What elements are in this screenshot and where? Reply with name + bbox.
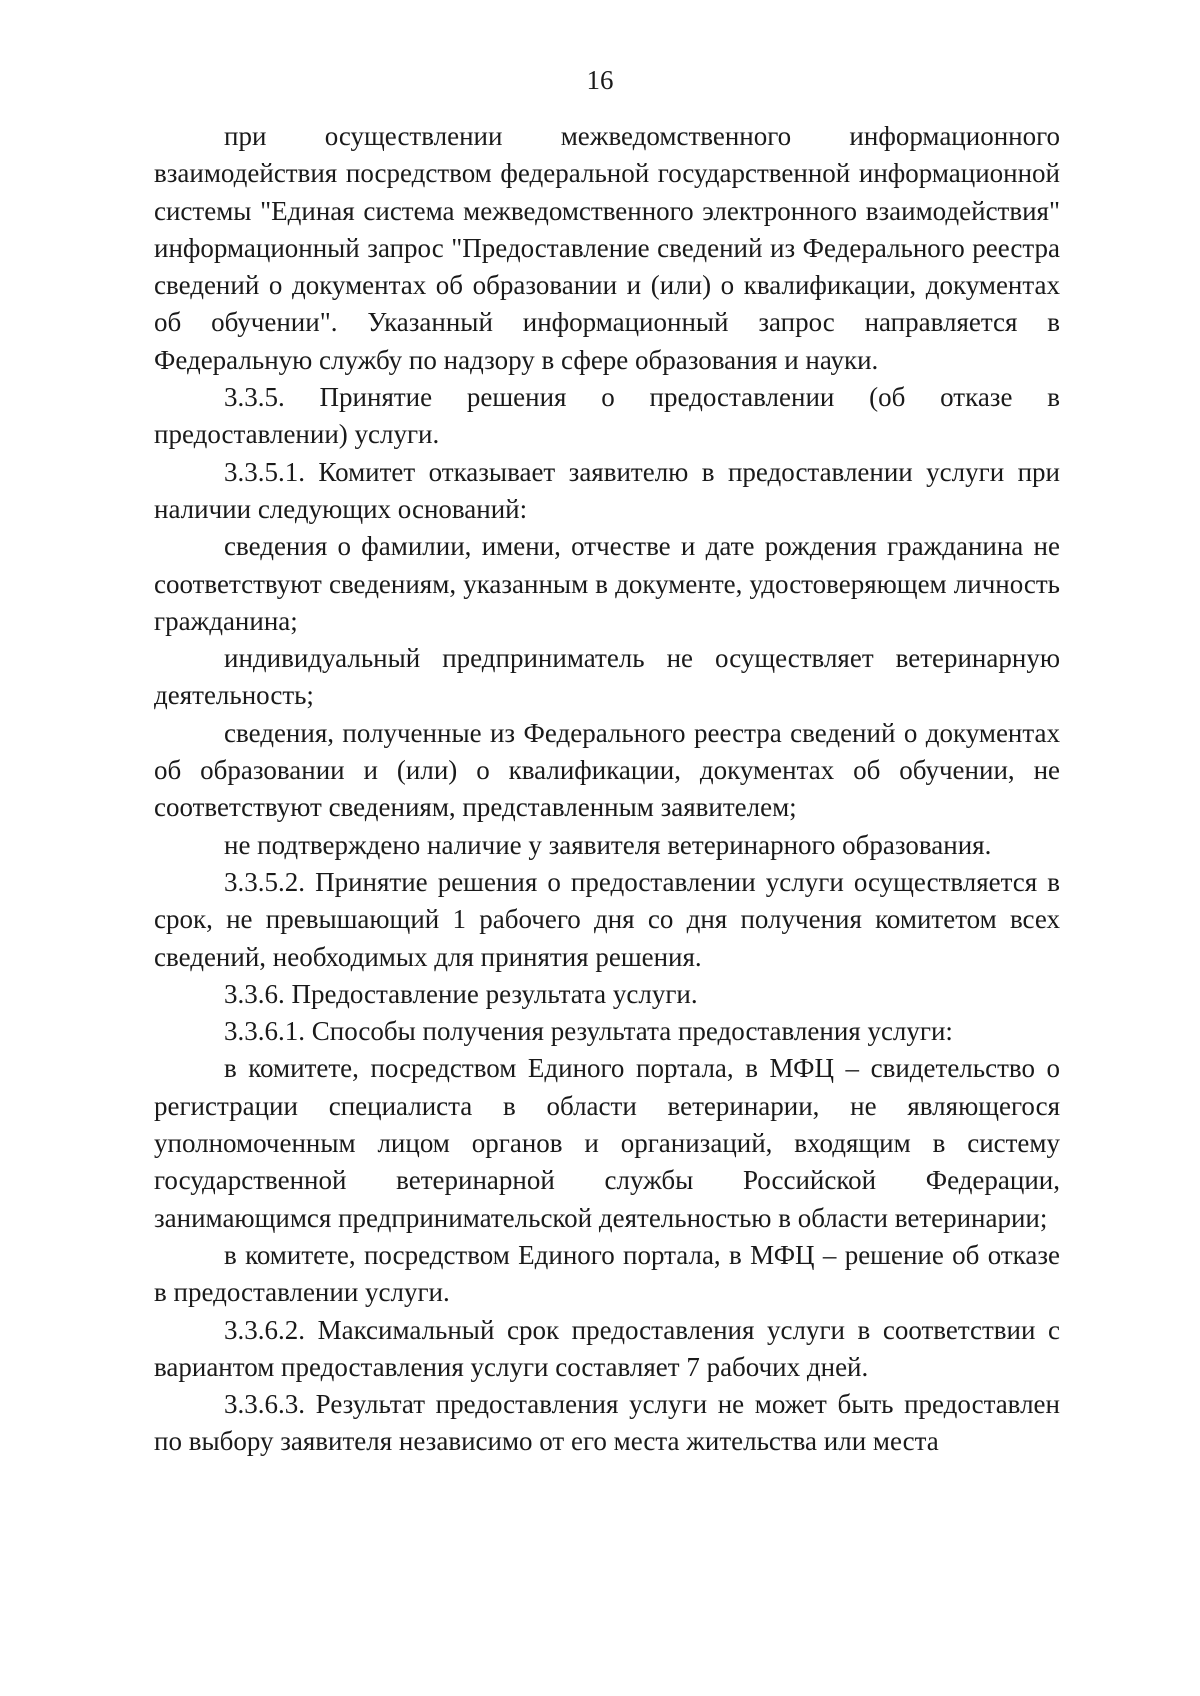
document-body [154,118,1060,1461]
paragraph-3-3-5-2: 3.3.5.2. Принятие решения о предоставлении услуги осуществляется в срок, не превышающий 1 рабочего дня со дня получения комитетом всех сведений, необходимых для принятия решения. [154,866,1060,972]
paragraph-3-3-6-2: 3.3.6.2. Максимальный срок предоставления услуги в соответствии с вариантом предоставления услуги составляет 7 рабочих дней. [154,1314,1060,1382]
paragraph-3-3-6-3: 3.3.6.3. Результат предоставления услуги не может быть предоставлен по выбору заявителя независимо от его места жительства или места [154,1389,1060,1457]
paragraph-result-refusal: в комитете, посредством Единого портала, в МФЦ – решение об отказе в предоставлении услуги. [154,1239,1060,1308]
paragraph-ground-no-education: не подтверждено наличие у заявителя ветеринарного образования. [224,829,992,860]
page-number: 16 [586,65,614,95]
paragraph-ground-no-activity: индивидуальный предприниматель не осуществляет ветеринарную деятельность; [154,643,1060,711]
paragraph-interagency-request: при осуществлении межведомственного информационного взаимодействия посредством федеральной государственной информационной системы "Единая система межведомственного электронного взаимодействия" информационный запрос "Предоставление сведений из Федерального реестра сведений о документах об образовании и (или) о квалификации, документах об обучении". Указанный информационный запрос направляется в Федеральную службу по надзору в сфере образования и науки. [154,121,1060,375]
paragraph-3-3-6-1: 3.3.6.1. Способы получения результата предоставления услуги: [224,1016,953,1047]
paragraph-3-3-5-1: 3.3.5.1. Комитет отказывает заявителю в предоставлении услуги при наличии следующих оснований: [154,456,1060,524]
paragraph-result-certificate: в комитете, посредством Единого портала, в МФЦ – свидетельство о регистрации специалиста в области ветеринарии, не являющегося уполномоченным лицом органов и организаций, входящим в систему государственной ветеринарной службы Российской Федерации, занимающимся предпринимательской деятельностью в области ветеринарии; [154,1053,1060,1233]
paragraph-ground-personal-data: сведения о фамилии, имени, отчестве и дате рождения гражданина не соответствуют сведениям, указанным в документе, удостоверяющем личность гражданина; [154,531,1060,636]
paragraph-3-3-6: 3.3.6. Предоставление результата услуги. [224,978,698,1009]
paragraph-3-3-5: 3.3.5. Принятие решения о предоставлении (об отказе в предоставлении) услуги. [154,382,1060,450]
paragraph-ground-registry-mismatch: сведения, полученные из Федерального реестра сведений о документах об образовании и (или) о квалификации, документах об обучении, не соответствуют сведениям, представленным заявителем; [154,717,1060,823]
